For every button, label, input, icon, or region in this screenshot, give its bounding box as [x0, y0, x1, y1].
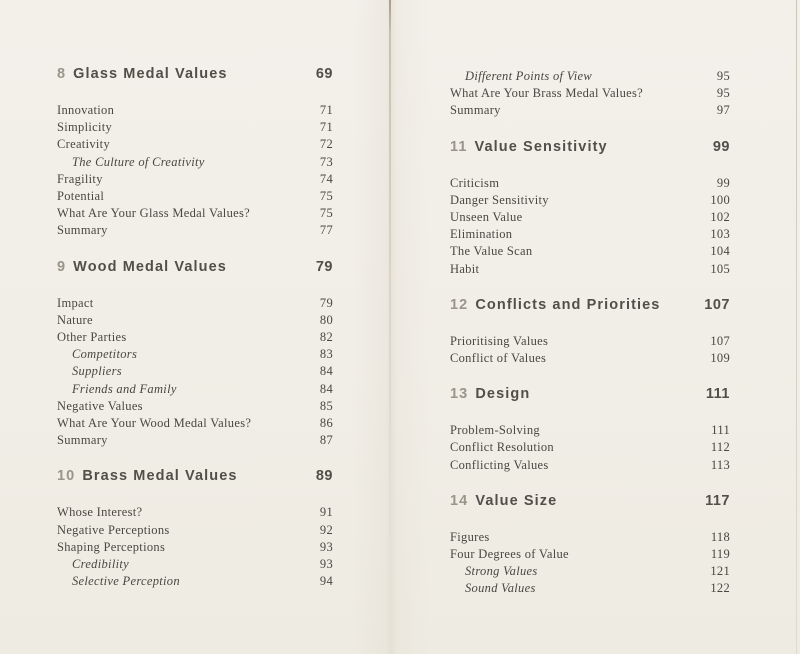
chapter-title-text: Value Sensitivity [474, 138, 608, 155]
toc-entry-label: Whose Interest? [57, 505, 143, 520]
toc-entry-page-number: 97 [716, 103, 730, 118]
toc-entry-label: What Are Your Glass Medal Values? [57, 206, 250, 221]
toc-entry-page-number: 75 [319, 189, 333, 204]
toc-entry-label: Conflicting Values [450, 457, 549, 472]
toc-entry [57, 432, 333, 449]
toc-entry-label: Unseen Value [450, 210, 523, 225]
toc-entry-page-number: 95 [716, 69, 730, 83]
toc-entry [450, 529, 730, 546]
toc-entry [450, 350, 730, 367]
toc-entry [450, 209, 730, 226]
chapter-number: 12 [450, 296, 469, 313]
toc-entry-label: Fragility [57, 171, 103, 186]
chapter-heading [450, 491, 730, 511]
toc-entry-label: Four Degrees of Value [450, 547, 569, 562]
toc-entry-page-number: 77 [319, 223, 333, 238]
toc-entry-label: Prioritising Values [450, 333, 549, 348]
toc-entry-label: Elimination [450, 227, 513, 242]
toc-entry-label: The Culture of Creativity [72, 154, 205, 169]
toc-entry-label: Shaping Perceptions [57, 539, 166, 554]
chapter-heading [450, 295, 730, 315]
toc-entry-page-number: 118 [710, 529, 730, 544]
page-right-edge-line [796, 0, 797, 654]
toc-entry [450, 243, 730, 260]
toc-entry-page-number: 73 [319, 154, 333, 169]
toc-entry [57, 102, 333, 119]
toc-entry-page-number: 104 [710, 244, 730, 259]
toc-entry [57, 188, 333, 205]
chapter-page-number: 111 [705, 386, 730, 403]
toc-entry [450, 563, 730, 580]
toc-entry-label: Criticism [450, 175, 500, 190]
toc-entry-page-number: 112 [710, 440, 730, 455]
chapter-number: 10 [57, 468, 76, 485]
toc-entry-page-number: 71 [319, 103, 333, 117]
toc-entry [57, 415, 333, 432]
chapter-page-number: 69 [315, 66, 333, 82]
chapter-heading [57, 466, 333, 486]
toc-entry-page-number: 100 [710, 192, 730, 207]
toc-entry [450, 457, 730, 474]
toc-entry [450, 192, 730, 209]
toc-entry-page-number: 87 [319, 433, 333, 448]
toc-entry-label: The Value Scan [450, 244, 533, 259]
toc-entry-label: Negative Perceptions [57, 522, 170, 537]
toc-entry [450, 422, 730, 439]
toc-entry-label: Summary [450, 103, 501, 118]
chapter-number: 11 [450, 138, 468, 155]
toc-entry-page-number: 72 [319, 137, 333, 152]
toc-entry-label: Danger Sensitivity [450, 192, 549, 207]
toc-entry-page-number: 92 [319, 522, 333, 537]
toc-entry [450, 175, 730, 192]
toc-entry [57, 329, 333, 346]
chapter-page-number: 89 [315, 468, 333, 485]
toc-entry [450, 439, 730, 456]
toc-entry-label: Summary [57, 223, 108, 238]
chapter-title-text: Glass Medal Values [73, 66, 228, 82]
chapter-heading [57, 64, 333, 84]
toc-entry-label: Credibility [72, 557, 129, 572]
toc-entry-page-number: 111 [711, 423, 730, 438]
toc-entry-page-number: 113 [710, 457, 730, 472]
toc-entry-page-number: 83 [319, 347, 333, 362]
toc-entry-label: Problem-Solving [450, 423, 540, 438]
chapter-page-number: 117 [705, 492, 730, 509]
chapter-number: 8 [57, 66, 67, 82]
chapter-title [450, 295, 660, 315]
toc-entry-page-number: 99 [716, 175, 730, 190]
page-gutter-shading [352, 0, 430, 654]
toc-entry [57, 312, 333, 329]
toc-entry-page-number: 95 [716, 86, 730, 101]
chapter-heading [450, 384, 730, 404]
toc-entry-page-number: 103 [710, 227, 730, 242]
toc-entry-page-number: 109 [710, 351, 730, 366]
toc-entry [57, 522, 333, 539]
toc-entry [450, 261, 730, 278]
toc-entry-label: Innovation [57, 103, 115, 117]
chapter-heading [57, 257, 333, 277]
toc-entry [57, 539, 333, 556]
chapter-title [450, 137, 608, 157]
toc-entry-label: Sound Values [465, 581, 536, 596]
toc-entry [57, 346, 333, 363]
toc-entry-page-number: 75 [319, 206, 333, 221]
chapter-title [450, 491, 557, 511]
chapter-title-text: Design [475, 386, 531, 403]
toc-entry-page-number: 93 [319, 539, 333, 554]
toc-entry-page-number: 74 [319, 171, 333, 186]
toc-entry-page-number: 84 [319, 364, 333, 379]
toc-entry-page-number: 102 [710, 210, 730, 225]
toc-entry [57, 381, 333, 398]
chapter-title [450, 384, 530, 404]
toc-entry [57, 222, 333, 239]
toc-entry-label: Selective Perception [72, 574, 180, 589]
toc-entry-label: Potential [57, 189, 105, 204]
toc-entry [57, 573, 333, 590]
toc-entry-label: What Are Your Wood Medal Values? [57, 416, 252, 431]
toc-entry-label: Suppliers [72, 364, 122, 379]
toc-entry-label: Figures [450, 529, 490, 544]
toc-entry [57, 556, 333, 573]
toc-entry-label: Simplicity [57, 120, 113, 135]
toc-entry [57, 171, 333, 188]
chapter-title-text: Brass Medal Values [82, 468, 238, 485]
toc-entry-page-number: 91 [319, 505, 333, 520]
toc-entry [450, 580, 730, 597]
chapter-title-text: Conflicts and Priorities [475, 296, 661, 313]
chapter-title [57, 466, 238, 486]
toc-entry-label: Impact [57, 295, 94, 310]
toc-entry-page-number: 79 [319, 295, 333, 310]
right-page-toc-column [450, 68, 730, 598]
toc-entry-page-number: 71 [319, 120, 333, 135]
toc-entry-page-number: 85 [319, 398, 333, 413]
chapter-title [57, 64, 228, 84]
toc-entry-page-number: 119 [710, 547, 730, 562]
toc-entry [450, 546, 730, 563]
chapter-title-text: Value Size [475, 492, 558, 509]
chapter-page-number: 79 [315, 258, 333, 275]
toc-entry-label: Creativity [57, 137, 110, 152]
toc-entry [450, 226, 730, 243]
toc-entry [57, 136, 333, 153]
toc-entry-page-number: 105 [710, 261, 730, 276]
toc-entry-page-number: 84 [319, 381, 333, 396]
toc-entry [57, 398, 333, 415]
toc-entry [450, 68, 730, 85]
toc-entry [57, 119, 333, 136]
toc-entry [450, 333, 730, 350]
toc-entry [450, 85, 730, 102]
toc-entry [57, 295, 333, 312]
left-page-toc-column [57, 47, 333, 590]
toc-entry [57, 363, 333, 380]
chapter-number: 9 [57, 258, 67, 275]
page-gutter-fold-line [389, 0, 391, 565]
toc-entry-page-number: 93 [319, 557, 333, 572]
chapter-page-number: 107 [704, 296, 730, 313]
toc-entry-label: Other Parties [57, 330, 127, 345]
toc-entry-label: Summary [57, 433, 108, 448]
toc-entry-label: Conflict Resolution [450, 440, 554, 455]
toc-entry-label: Competitors [72, 347, 138, 362]
chapter-title-text: Wood Medal Values [73, 258, 227, 275]
toc-entry-label: Negative Values [57, 398, 143, 413]
toc-entry-label: Habit [450, 261, 480, 276]
toc-entry-page-number: 86 [319, 416, 333, 431]
toc-entry-page-number: 121 [710, 564, 730, 579]
toc-entry [57, 504, 333, 521]
chapter-page-number: 99 [712, 138, 730, 155]
toc-entry-label: Nature [57, 312, 93, 327]
toc-entry-label: Friends and Family [72, 381, 177, 396]
toc-entry-label: Conflict of Values [450, 351, 547, 366]
toc-entry-label: What Are Your Brass Medal Values? [450, 86, 643, 101]
chapter-number: 13 [450, 386, 469, 403]
toc-entry-label: Different Points of View [465, 69, 592, 83]
toc-entry-page-number: 82 [319, 330, 333, 345]
toc-entry [450, 102, 730, 119]
toc-entry [57, 205, 333, 222]
toc-entry-page-number: 80 [319, 312, 333, 327]
toc-entry-page-number: 122 [710, 581, 730, 596]
toc-entry-page-number: 94 [319, 574, 333, 589]
toc-entry-page-number: 107 [710, 333, 730, 348]
toc-entry-label: Strong Values [465, 564, 538, 579]
chapter-heading [450, 137, 730, 157]
toc-entry [57, 154, 333, 171]
chapter-title [57, 257, 227, 277]
chapter-number: 14 [450, 492, 469, 509]
